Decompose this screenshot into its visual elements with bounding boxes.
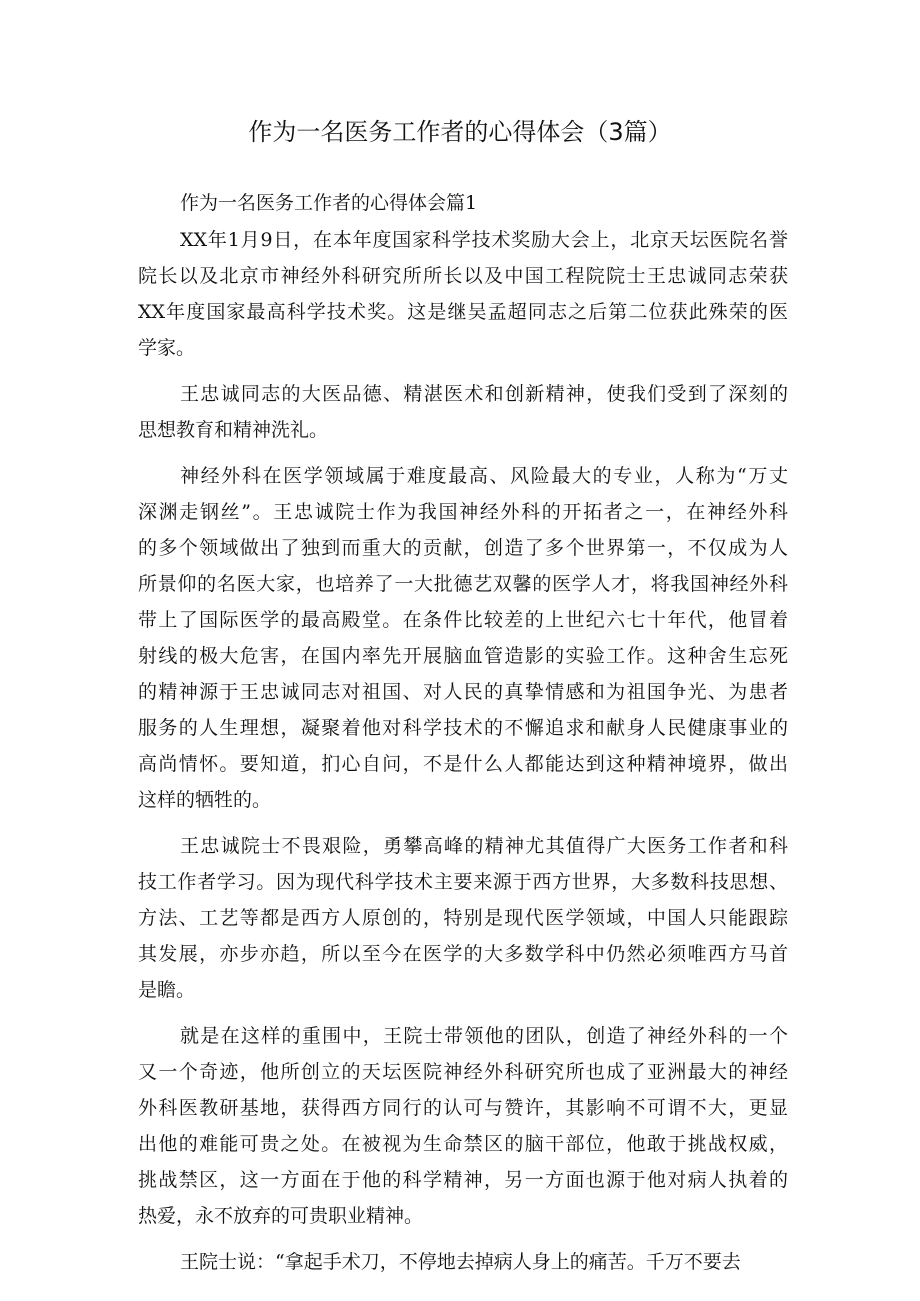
paragraph xyxy=(138,222,788,366)
paragraph-line: 王院士说：“拿起手术刀，不停地去掉病人身上的痛苦。千万不要去 xyxy=(180,1251,741,1273)
document-title: 作为一名医务工作者的心得体会（3篇） xyxy=(248,118,672,146)
paragraph xyxy=(138,458,788,818)
paragraph-line: 王忠诚院士不畏艰险，勇攀高峰的精神尤其值得广大医务工作者和科 xyxy=(180,835,788,857)
paragraph-line: 带上了国际医学的最高殿堂。在条件比较差的上世纪六七十年代，他冒着 xyxy=(138,609,788,631)
paragraph-line: 神经外科在医学领域属于难度最高、风险最大的专业，人称为“万丈 xyxy=(180,465,788,487)
paragraph-line: 学家。 xyxy=(138,337,196,359)
paragraph-line: 挑战禁区，这一方面在于他的科学精神，另一方面也源于他对病人执着的 xyxy=(138,1169,788,1191)
paragraph-line: 其发展，亦步亦趋，所以至今在医学的大多数学科中仍然必须唯西方马首 xyxy=(138,943,788,965)
section-subtitle: 作为一名医务工作者的心得体会篇1 xyxy=(180,192,478,214)
paragraph-line: 所景仰的名医大家，也培养了一大批德艺双馨的医学人才，将我国神经外科 xyxy=(138,573,788,595)
paragraph xyxy=(138,376,788,448)
paragraph-line: 是瞻。 xyxy=(138,979,196,1001)
paragraph-line: XX年1月9日，在本年度国家科学技术奖励大会上，北京天坛医院名誉 xyxy=(180,229,788,251)
paragraph-line: 服务的人生理想，凝聚着他对科学技术的不懈追求和献身人民健康事业的 xyxy=(138,717,788,739)
paragraph-line: 王忠诚同志的大医品德、精湛医术和创新精神，使我们受到了深刻的 xyxy=(180,383,788,405)
paragraph-line: 高尚情怀。要知道，扪心自问，不是什么人都能达到这种精神境界，做出 xyxy=(138,753,788,775)
paragraph-line: 射线的极大危害，在国内率先开展脑血管造影的实验工作。这种舍生忘死 xyxy=(138,645,788,667)
paragraph xyxy=(138,1018,788,1234)
paragraph-line: 外科医教研基地，获得西方同行的认可与赞许，其影响不可谓不大，更显 xyxy=(138,1097,788,1119)
paragraph-line: 就是在这样的重围中，王院士带领他的团队，创造了神经外科的一个 xyxy=(180,1025,788,1047)
paragraph-line: 的精神源于王忠诚同志对祖国、对人民的真挚情感和为祖国争光、为患者 xyxy=(138,681,788,703)
paragraph-line: 又一个奇迹，他所创立的天坛医院神经外科研究所也成了亚洲最大的神经 xyxy=(138,1061,788,1083)
paragraph-line: 深渊走钢丝”。王忠诚院士作为我国神经外科的开拓者之一，在神经外科 xyxy=(138,501,788,523)
paragraph-line: 技工作者学习。因为现代科学技术主要来源于西方世界，大多数科技思想、 xyxy=(138,871,788,893)
paragraph-line: 热爱，永不放弃的可贵职业精神。 xyxy=(138,1205,424,1227)
paragraph-line: 院长以及北京市神经外科研究所所长以及中国工程院院士王忠诚同志荣获 xyxy=(138,265,788,287)
document-body xyxy=(138,184,788,1290)
paragraph-line: XX年度国家最高科学技术奖。这是继吴孟超同志之后第二位获此殊荣的医 xyxy=(138,301,788,323)
paragraph-list xyxy=(138,222,788,1280)
paragraph-line: 出他的难能可贵之处。在被视为生命禁区的脑干部位，他敢于挑战权威， xyxy=(138,1133,788,1155)
paragraph-line: 这样的牺牲的。 xyxy=(138,789,272,811)
paragraph-line: 思想教育和精神洗礼。 xyxy=(138,419,329,441)
paragraph-line: 方法、工艺等都是西方人原创的，特别是现代医学领域，中国人只能跟踪 xyxy=(138,907,788,929)
paragraph xyxy=(138,1244,788,1280)
paragraph xyxy=(138,828,788,1008)
paragraph-line: 的多个领域做出了独到而重大的贡献，创造了多个世界第一，不仅成为人 xyxy=(138,537,788,559)
